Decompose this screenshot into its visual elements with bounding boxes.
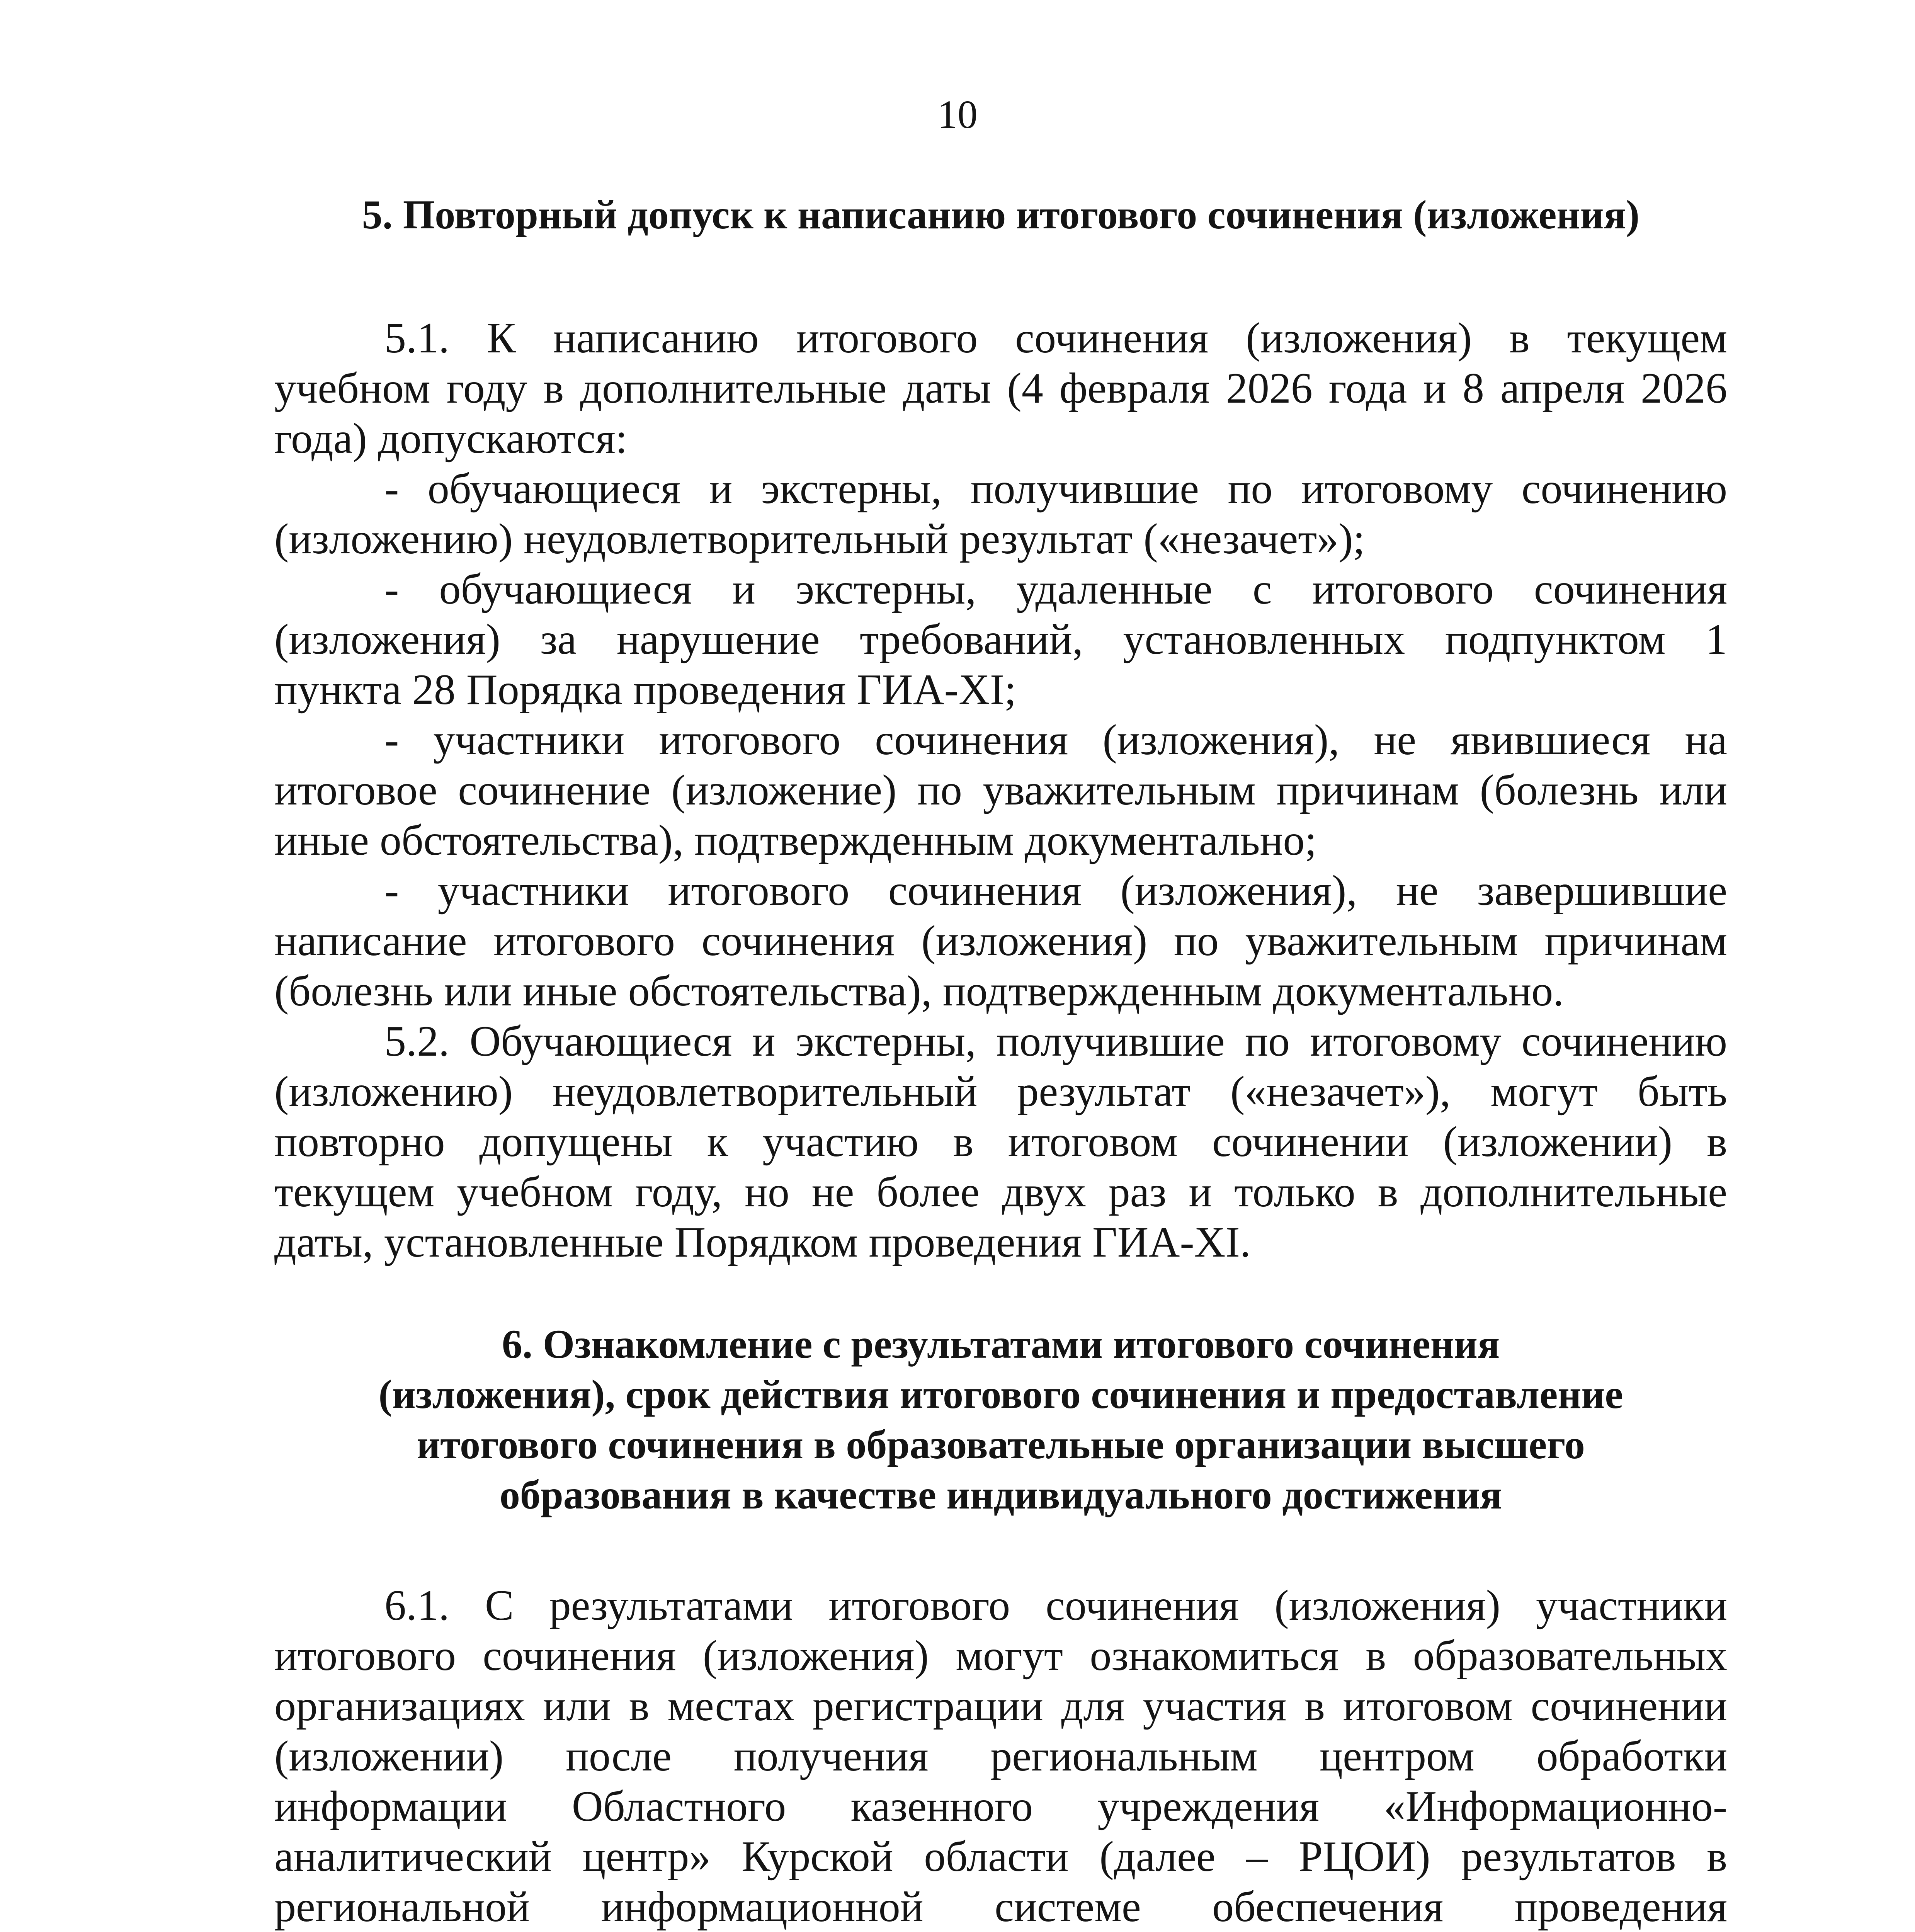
paragraph-line: информации Областного казенного учреждения «Информационно- <box>274 1782 1727 1830</box>
paragraph-line: написание итогового сочинения (изложения) по уважительным причинам <box>274 917 1727 965</box>
paragraph-line: аналитический центр» Курской области (далее – РЦОИ) результатов в <box>274 1833 1727 1881</box>
paragraph-line: 6.1. С результатами итогового сочинения (изложения) участники <box>384 1582 1727 1629</box>
paragraph-line: итоговое сочинение (изложение) по уважительным причинам (болезнь или <box>274 766 1727 814</box>
paragraph-line: организациях или в местах регистрации для участия в итоговом сочинении <box>274 1682 1727 1730</box>
paragraph-line: (болезнь или иные обстоятельства), подтвержденным документально. <box>274 967 1564 1015</box>
paragraph-line: региональной информационной системе обеспечения проведения <box>274 1883 1727 1931</box>
paragraph-line: даты, установленные Порядком проведения ГИА-XI. <box>274 1218 1251 1266</box>
paragraph-line: 5.2. Обучающиеся и экстерны, получившие по итоговому сочинению <box>384 1017 1727 1065</box>
section-6-heading-line: (изложения), срок действия итогового сочинения и предоставление <box>378 1372 1623 1417</box>
paragraph-line: (изложения) за нарушение требований, установленных подпунктом 1 <box>274 616 1727 663</box>
paragraph-line: года) допускаются: <box>274 415 628 463</box>
paragraph-line: повторно допущены к участию в итоговом сочинении (изложении) в <box>274 1118 1727 1166</box>
paragraph-line: (изложении) после получения региональным центром обработки <box>274 1732 1727 1780</box>
paragraph-line: (изложению) неудовлетворительный результат («незачет»); <box>274 515 1365 563</box>
paragraph-line <box>274 1930 1727 1932</box>
paragraph-line: итогового сочинения (изложения) могут ознакомиться в образовательных <box>274 1632 1727 1680</box>
section-5-heading: 5. Повторный допуск к написанию итогового сочинения (изложения) <box>362 192 1640 237</box>
section-6-heading-line: образования в качестве индивидуального достижения <box>499 1472 1502 1517</box>
paragraph-line: текущем учебном году, но не более двух раз и только в дополнительные <box>274 1168 1727 1216</box>
paragraph-line: 5.1. К написанию итогового сочинения (изложения) в текущем <box>384 314 1727 362</box>
page-number: 10 <box>937 92 978 137</box>
section-6-heading-line: итогового сочинения в образовательные организации высшего <box>417 1422 1585 1467</box>
paragraph-line: - обучающиеся и экстерны, удаленные с итогового сочинения <box>384 565 1727 613</box>
paragraph-line: учебном году в дополнительные даты (4 февраля 2026 года и 8 апреля 2026 <box>274 364 1727 412</box>
section-6-heading-line: 6. Ознакомление с результатами итогового сочинения <box>502 1321 1500 1367</box>
paragraph-line: - обучающиеся и экстерны, получившие по итоговому сочинению <box>384 465 1727 513</box>
paragraph-line: пункта 28 Порядка проведения ГИА-XI; <box>274 666 1017 714</box>
paragraph-line: - участники итогового сочинения (изложения), не завершившие <box>384 867 1727 915</box>
paragraph-line: - участники итогового сочинения (изложения), не явившиеся на <box>384 716 1727 764</box>
paragraph-line: (изложению) неудовлетворительный результат («незачет»), могут быть <box>274 1068 1727 1116</box>
paragraph-line: иные обстоятельства), подтвержденным документально; <box>274 816 1317 864</box>
